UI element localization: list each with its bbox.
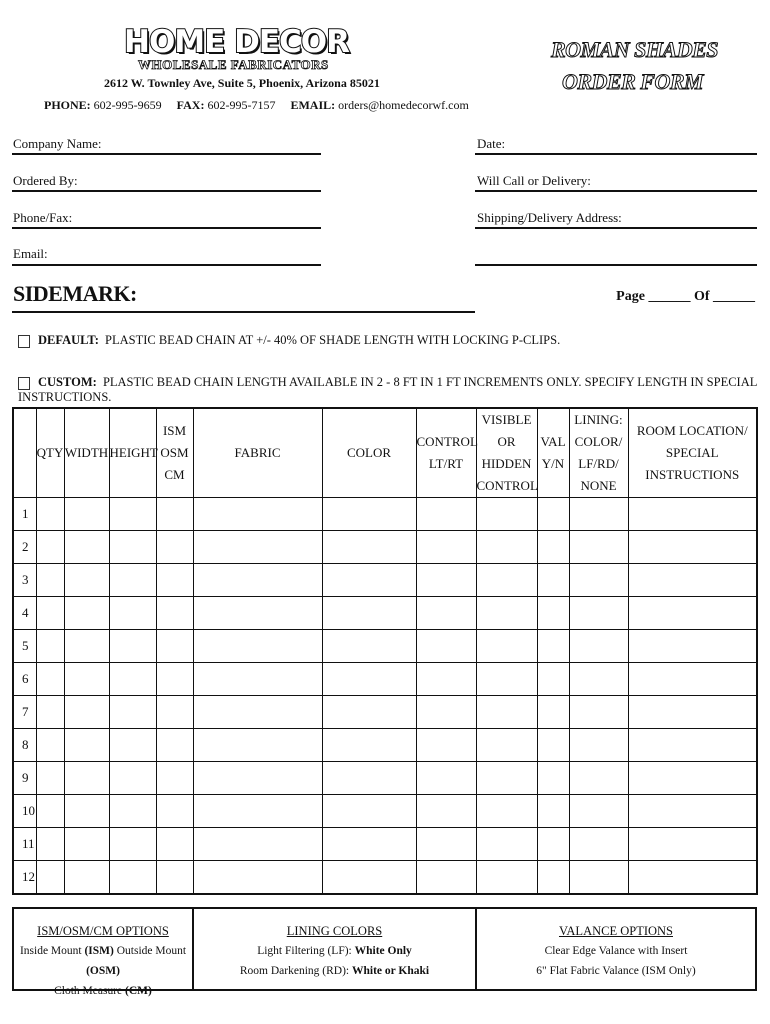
table-row (13, 597, 757, 630)
table-cell[interactable] (537, 597, 569, 630)
table-cell[interactable] (628, 531, 757, 564)
table-cell[interactable] (156, 828, 193, 861)
table-cell[interactable] (109, 729, 156, 762)
row-number: 4 (13, 597, 36, 630)
shipping-address-field-2[interactable] (475, 264, 757, 266)
table-cell[interactable] (628, 498, 757, 531)
custom-label: CUSTOM: (38, 375, 97, 389)
lining-colors-title: LINING COLORS (286, 924, 383, 938)
table-cell[interactable] (64, 531, 109, 564)
fax-label: FAX: (176, 98, 205, 112)
company-tagline: WHOLESALE FABRICATORS (138, 57, 329, 72)
table-cell[interactable] (476, 531, 537, 564)
table-cell[interactable] (64, 696, 109, 729)
table-cell[interactable] (416, 828, 476, 861)
column-header: ROOM LOCATION/ SPECIAL INSTRUCTIONS (628, 408, 757, 498)
table-cell[interactable] (569, 630, 628, 663)
table-cell[interactable] (476, 828, 537, 861)
table-cell[interactable] (476, 564, 537, 597)
table-row (13, 630, 757, 663)
table-cell[interactable] (322, 861, 416, 895)
table-row (13, 762, 757, 795)
table-cell[interactable] (64, 828, 109, 861)
table-cell[interactable] (322, 630, 416, 663)
table-cell[interactable] (36, 663, 64, 696)
email-field[interactable] (12, 264, 321, 266)
table-cell[interactable] (109, 795, 156, 828)
lining-colors-legend (194, 909, 477, 989)
table-cell[interactable] (36, 729, 64, 762)
phone-fax-field[interactable] (12, 227, 321, 229)
table-cell[interactable] (156, 564, 193, 597)
table-cell[interactable] (569, 597, 628, 630)
table-cell[interactable] (628, 861, 757, 895)
default-text: PLASTIC BEAD CHAIN AT +/- 40% OF SHADE LENGTH WITH LOCKING P-CLIPS. (105, 333, 561, 347)
company-address: 2612 W. Townley Ave, Suite 5, Phoenix, Arizona 85021 (104, 76, 380, 90)
table-cell[interactable] (537, 564, 569, 597)
lining-line1: Light Filtering (LF): White Only (257, 945, 412, 957)
column-header: FABRIC (193, 408, 322, 498)
table-cell[interactable] (476, 762, 537, 795)
column-header: COLOR (322, 408, 416, 498)
table-cell[interactable] (569, 729, 628, 762)
email-address: orders@homedecorwf.com (338, 98, 469, 112)
table-cell[interactable] (109, 696, 156, 729)
table-body (13, 498, 757, 895)
table-cell[interactable] (416, 729, 476, 762)
table-cell[interactable] (476, 696, 537, 729)
table-cell[interactable] (537, 663, 569, 696)
table-cell[interactable] (569, 828, 628, 861)
table-cell[interactable] (64, 498, 109, 531)
table-cell[interactable] (476, 630, 537, 663)
table-cell[interactable] (322, 795, 416, 828)
ordered-by-field[interactable] (12, 190, 321, 192)
table-cell[interactable] (416, 762, 476, 795)
table-cell[interactable] (36, 795, 64, 828)
table-row (13, 861, 757, 895)
row-number: 8 (13, 729, 36, 762)
table-cell[interactable] (537, 630, 569, 663)
table-cell[interactable] (36, 696, 64, 729)
table-cell[interactable] (193, 597, 322, 630)
table-cell[interactable] (156, 498, 193, 531)
table-cell[interactable] (322, 762, 416, 795)
column-header (13, 408, 36, 498)
table-cell[interactable] (416, 597, 476, 630)
form-title-line1: ROMAN SHADES (551, 37, 719, 62)
column-header: VAL Y/N (537, 408, 569, 498)
table-cell[interactable] (64, 861, 109, 895)
table-cell[interactable] (569, 498, 628, 531)
table-cell[interactable] (64, 762, 109, 795)
valance-line2: 6" Flat Fabric Valance (ISM Only) (536, 965, 696, 977)
table-cell[interactable] (569, 531, 628, 564)
table-cell[interactable] (476, 795, 537, 828)
table-cell[interactable] (193, 498, 322, 531)
ism-options-legend (14, 909, 194, 997)
row-number: 7 (13, 696, 36, 729)
date-label: Date: (477, 136, 506, 151)
fax-number: 602-995-7157 (207, 98, 276, 112)
company-logo: HOME DECOR (124, 24, 349, 60)
table-cell[interactable] (322, 729, 416, 762)
row-number: 6 (13, 663, 36, 696)
table-cell[interactable] (628, 828, 757, 861)
table-cell[interactable] (156, 630, 193, 663)
table-cell[interactable] (193, 861, 322, 895)
table-cell[interactable] (537, 531, 569, 564)
table-cell[interactable] (156, 729, 193, 762)
table-cell[interactable] (322, 663, 416, 696)
table-cell[interactable] (109, 663, 156, 696)
table-cell[interactable] (36, 564, 64, 597)
row-number: 1 (13, 498, 36, 531)
custom-checkbox[interactable] (18, 377, 30, 390)
row-number: 2 (13, 531, 36, 564)
valance-options-legend (477, 909, 755, 989)
table-cell[interactable] (109, 597, 156, 630)
column-header: CONTROL LT/RT (416, 408, 476, 498)
custom-text: PLASTIC BEAD CHAIN LENGTH AVAILABLE IN 2 - 8 FT IN 1 FT INCREMENTS ONLY. SPECIFY LENGTH IN SPECIAL INSTRUCTIONS. (18, 375, 757, 404)
table-cell[interactable] (322, 498, 416, 531)
table-cell[interactable] (322, 564, 416, 597)
table-cell[interactable] (109, 564, 156, 597)
phone-number: 602-995-9659 (93, 98, 162, 112)
custom-option (18, 375, 770, 405)
table-cell[interactable] (36, 828, 64, 861)
table-row (13, 498, 757, 531)
table-row (13, 729, 757, 762)
row-number: 10 (13, 795, 36, 828)
table-cell[interactable] (156, 663, 193, 696)
table-cell[interactable] (322, 696, 416, 729)
table-cell[interactable] (156, 861, 193, 895)
table-cell[interactable] (193, 762, 322, 795)
table-cell[interactable] (569, 564, 628, 597)
table-cell[interactable] (193, 564, 322, 597)
row-number: 3 (13, 564, 36, 597)
table-cell[interactable] (569, 795, 628, 828)
shipping-address-label: Shipping/Delivery Address: (477, 210, 622, 225)
table-cell[interactable] (569, 663, 628, 696)
table-row (13, 828, 757, 861)
table-cell[interactable] (193, 531, 322, 564)
ism-options-line2: Cloth Measure (CM) (54, 985, 152, 997)
table-cell[interactable] (36, 861, 64, 895)
column-header: VISIBLE OR HIDDEN CONTROL (476, 408, 537, 498)
email-label: Email: (13, 246, 48, 261)
table-cell[interactable] (416, 531, 476, 564)
phone-label: PHONE: (44, 98, 91, 112)
table-cell[interactable] (109, 828, 156, 861)
table-cell[interactable] (109, 762, 156, 795)
table-cell[interactable] (156, 696, 193, 729)
table-row (13, 531, 757, 564)
table-row (13, 564, 757, 597)
ordered-by-label: Ordered By: (13, 173, 78, 188)
table-cell[interactable] (416, 795, 476, 828)
table-cell[interactable] (628, 630, 757, 663)
table-cell[interactable] (628, 564, 757, 597)
table-cell[interactable] (64, 597, 109, 630)
default-option (18, 333, 560, 348)
table-cell[interactable] (64, 564, 109, 597)
table-cell[interactable] (416, 564, 476, 597)
table-cell[interactable] (416, 498, 476, 531)
table-cell[interactable] (569, 861, 628, 895)
table-cell[interactable] (109, 861, 156, 895)
table-cell[interactable] (64, 630, 109, 663)
table-cell[interactable] (36, 531, 64, 564)
table-cell[interactable] (537, 795, 569, 828)
table-cell[interactable] (628, 795, 757, 828)
default-label: DEFAULT: (38, 333, 99, 347)
table-cell[interactable] (628, 597, 757, 630)
table-cell[interactable] (193, 630, 322, 663)
table-cell[interactable] (628, 696, 757, 729)
table-cell[interactable] (628, 663, 757, 696)
table-cell[interactable] (537, 762, 569, 795)
table-cell[interactable] (476, 498, 537, 531)
table-cell[interactable] (109, 630, 156, 663)
table-cell[interactable] (193, 696, 322, 729)
table-cell[interactable] (322, 828, 416, 861)
table-cell[interactable] (322, 597, 416, 630)
table-cell[interactable] (628, 729, 757, 762)
table-cell[interactable] (416, 861, 476, 895)
table-row (13, 663, 757, 696)
table-cell[interactable] (416, 696, 476, 729)
table-cell[interactable] (628, 762, 757, 795)
table-cell[interactable] (569, 762, 628, 795)
table-cell[interactable] (193, 663, 322, 696)
table-cell[interactable] (156, 531, 193, 564)
column-header: LINING: COLOR/ LF/RD/ NONE (569, 408, 628, 498)
table-cell[interactable] (569, 696, 628, 729)
table-cell[interactable] (36, 597, 64, 630)
table-cell[interactable] (156, 597, 193, 630)
row-number: 5 (13, 630, 36, 663)
table-cell[interactable] (537, 729, 569, 762)
column-header: HEIGHT (109, 408, 156, 498)
sidemark-field[interactable] (12, 311, 475, 313)
table-cell[interactable] (64, 795, 109, 828)
row-number: 11 (13, 828, 36, 861)
table-cell[interactable] (64, 729, 109, 762)
table-cell[interactable] (416, 630, 476, 663)
table-cell[interactable] (193, 828, 322, 861)
table-cell[interactable] (156, 795, 193, 828)
ism-options-title: ISM/OSM/CM OPTIONS (37, 924, 169, 938)
valance-options-title: VALANCE OPTIONS (558, 924, 673, 938)
ism-options-line1: Inside Mount (ISM) Outside Mount (OSM) (19, 945, 187, 977)
table-cell[interactable] (476, 729, 537, 762)
will-call-field[interactable] (475, 190, 757, 192)
table-cell[interactable] (193, 795, 322, 828)
table-cell[interactable] (109, 498, 156, 531)
table-cell[interactable] (416, 663, 476, 696)
table-cell[interactable] (476, 597, 537, 630)
table-cell[interactable] (36, 630, 64, 663)
page-of: Page ______ Of ______ (616, 289, 755, 304)
row-number: 9 (13, 762, 36, 795)
table-cell[interactable] (36, 762, 64, 795)
table-cell[interactable] (64, 663, 109, 696)
table-cell[interactable] (476, 663, 537, 696)
phone-fax-label: Phone/Fax: (13, 210, 73, 225)
shipping-address-field[interactable] (475, 227, 757, 229)
company-name-label: Company Name: (13, 136, 102, 151)
table-cell[interactable] (537, 498, 569, 531)
contact-line (44, 98, 469, 113)
form-title-line2: ORDER FORM (562, 69, 704, 94)
row-number: 12 (13, 861, 36, 895)
table-cell[interactable] (476, 861, 537, 895)
column-header: QTY (36, 408, 64, 498)
default-checkbox[interactable] (18, 335, 30, 348)
valance-line1: Clear Edge Valance with Insert (544, 945, 688, 957)
date-field[interactable] (475, 153, 757, 155)
table-cell[interactable] (156, 762, 193, 795)
sidemark-label: SIDEMARK: (13, 281, 137, 306)
lining-line2: Room Darkening (RD): White or Khaki (239, 965, 430, 977)
table-cell[interactable] (537, 861, 569, 895)
table-cell[interactable] (109, 531, 156, 564)
column-header: WIDTH (64, 408, 109, 498)
table-row (13, 795, 757, 828)
table-row (13, 696, 757, 729)
table-header-row (13, 408, 757, 498)
table-cell[interactable] (36, 498, 64, 531)
table-cell[interactable] (322, 531, 416, 564)
table-cell[interactable] (193, 729, 322, 762)
order-table (12, 407, 758, 895)
table-cell[interactable] (537, 828, 569, 861)
email-label: EMAIL: (290, 98, 336, 112)
column-header: ISM OSM CM (156, 408, 193, 498)
legend-footer (12, 907, 757, 997)
company-name-field[interactable] (12, 153, 321, 155)
will-call-label: Will Call or Delivery: (477, 173, 591, 188)
table-cell[interactable] (537, 696, 569, 729)
